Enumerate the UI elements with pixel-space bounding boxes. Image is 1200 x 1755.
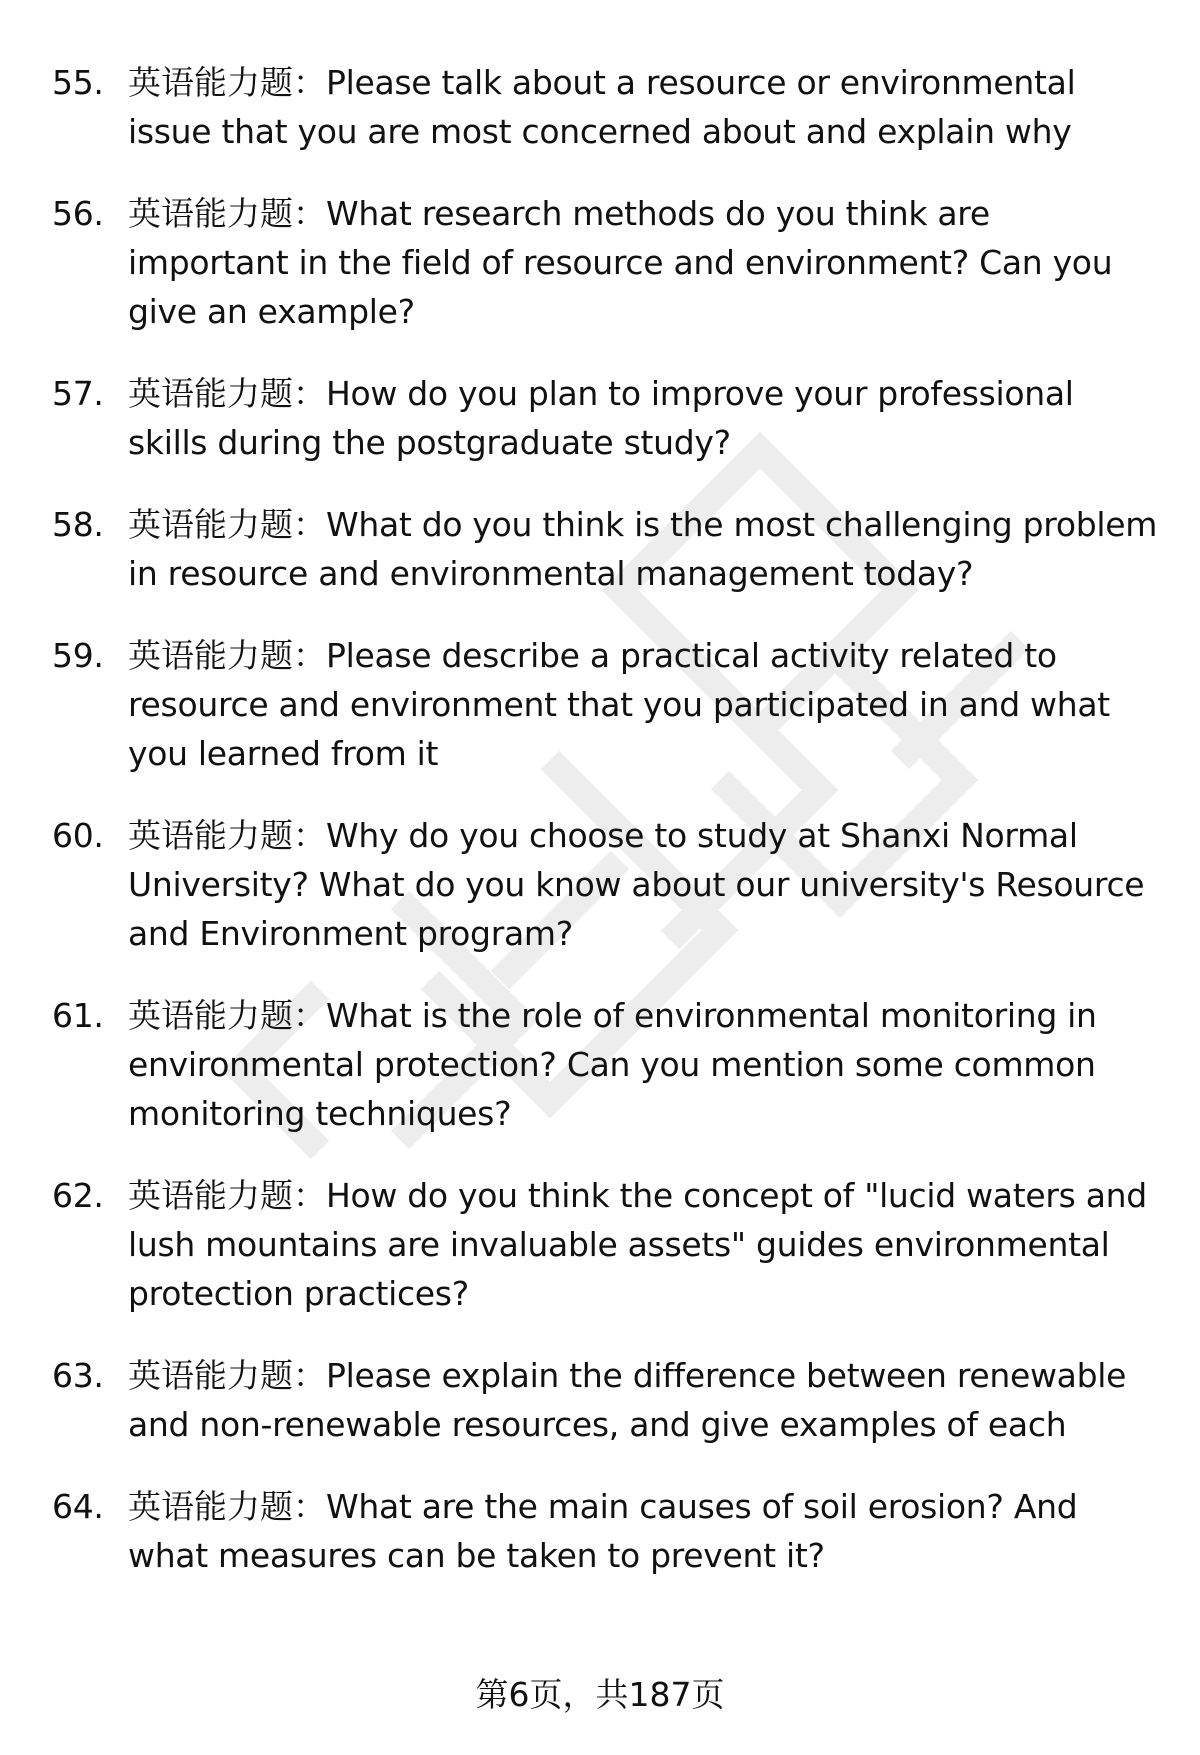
question-number: 59. xyxy=(52,636,104,675)
question-text: Please explain the difference between renewable and non-renewable resources, and give examples of each xyxy=(128,1356,1127,1444)
question-tag: 英语能力题： xyxy=(128,1487,326,1526)
question-item xyxy=(0,811,1200,958)
question-item xyxy=(0,500,1200,598)
question-number: 63. xyxy=(52,1356,104,1395)
question-item xyxy=(0,189,1200,336)
question-item xyxy=(0,58,1200,156)
question-text: What do you think is the most challenging problem in resource and environmental management today? xyxy=(128,505,1158,593)
question-number: 64. xyxy=(52,1487,104,1526)
document-page xyxy=(0,58,1200,1613)
question-number: 56. xyxy=(52,194,104,233)
question-item xyxy=(0,1351,1200,1449)
question-number: 57. xyxy=(52,374,104,413)
question-tag: 英语能力题： xyxy=(128,1176,326,1215)
question-tag: 英语能力题： xyxy=(128,996,326,1035)
question-tag: 英语能力题： xyxy=(128,505,326,544)
question-tag: 英语能力题： xyxy=(128,194,326,233)
question-tag: 英语能力题： xyxy=(128,636,326,675)
question-item xyxy=(0,991,1200,1138)
question-text: How do you think the concept of "lucid waters and lush mountains are invaluable assets" guides environmental protection practices? xyxy=(128,1176,1147,1313)
question-tag: 英语能力题： xyxy=(128,816,326,855)
question-number: 58. xyxy=(52,505,104,544)
question-number: 61. xyxy=(52,996,104,1035)
question-number: 60. xyxy=(52,816,104,855)
question-text: What are the main causes of soil erosion? And what measures can be taken to prevent it? xyxy=(128,1487,1078,1575)
question-item xyxy=(0,1482,1200,1580)
question-tag: 英语能力题： xyxy=(128,374,326,413)
page-footer xyxy=(0,1675,1200,1715)
page-number-label: 第6页，共187页 xyxy=(475,1675,725,1714)
question-text: What is the role of environmental monitoring in environmental protection? Can you mention some common monitoring techniques? xyxy=(128,996,1097,1133)
question-text: What research methods do you think are important in the field of resource and environment? Can you give an example? xyxy=(128,194,1113,331)
question-text: How do you plan to improve your professional skills during the postgraduate study? xyxy=(128,374,1074,462)
question-tag: 英语能力题： xyxy=(128,1356,326,1395)
question-text: Please talk about a resource or environmental issue that you are most concerned about and explain why xyxy=(128,63,1076,151)
question-text: Why do you choose to study at Shanxi Normal University? What do you know about our university's Resource and Environment program? xyxy=(128,816,1145,953)
question-item xyxy=(0,1171,1200,1318)
question-number: 62. xyxy=(52,1176,104,1215)
question-item xyxy=(0,369,1200,467)
question-number: 55. xyxy=(52,63,104,102)
question-tag: 英语能力题： xyxy=(128,63,326,102)
question-item xyxy=(0,631,1200,778)
question-text: Please describe a practical activity related to resource and environment that you participated in and what you learned from it xyxy=(128,636,1110,773)
